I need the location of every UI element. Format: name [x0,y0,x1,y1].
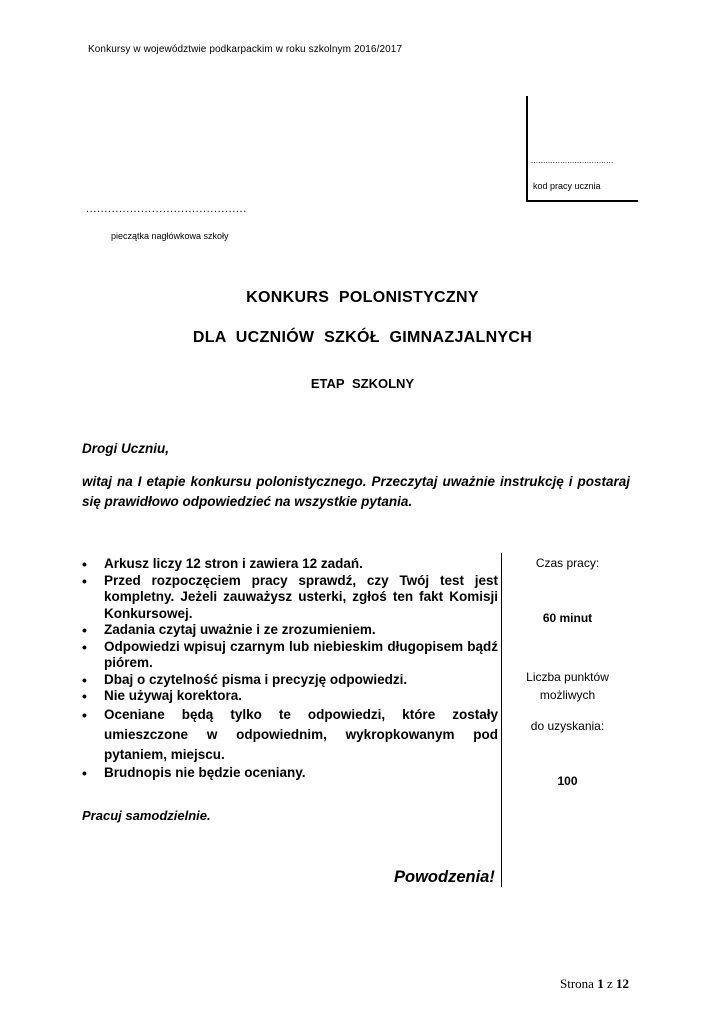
work-alone-note: Pracuj samodzielnie. [82,808,211,823]
page-prefix: Strona [560,976,594,991]
page-total: 12 [615,976,629,991]
page-separator: z [606,976,613,991]
instructions-list [80,556,498,781]
list-item: • Dbaj o czytelność pisma i precyzję odpowiedzi. [80,672,498,689]
document-header: Konkursy w województwie podkarpackim w roku szkolnym 2016/2017 [88,44,403,55]
page-current: 1 [597,976,604,991]
list-item: • Przed rozpoczęciem pracy sprawdź, czy Twój test jest kompletny. Jeżeli zauważysz usterki, zgłoś ten fakt Komisji Konkursowej. [80,573,498,623]
school-stamp-label: pieczątka nagłówkowa szkoły [111,231,229,241]
points-label-line2: możliwych [539,688,596,702]
column-divider [501,553,502,887]
contest-title: KONKURS POLONISTYCZNY [246,289,479,306]
list-item: • Brudnopis nie będzie oceniany. [80,765,498,782]
points-label-line3: do uzyskania: [530,719,605,733]
points-label-line1: Liczba punktów [526,670,609,684]
list-item: • Odpowiedzi wpisuj czarnym lub niebieskim długopisem bądź piórem. [80,639,498,672]
time-value: 60 minut [542,611,593,625]
greeting: Drogi Uczniu, [82,441,169,456]
good-luck-note: Powodzenia! [394,868,495,886]
list-item: • Arkusz liczy 12 stron i zawiera 12 zadań. [80,556,498,573]
student-code-field[interactable]: .................................. [531,156,614,165]
school-stamp-field[interactable]: ............................................ [86,203,247,215]
contest-subtitle: DLA UCZNIÓW SZKÓŁ GIMNAZJALNYCH [192,329,533,346]
list-item: • Oceniane będą tylko te odpowiedzi, które zostały umieszczone w odpowiednim, wykropkowanym pod pytaniem, miejscu. [80,705,498,765]
intro-paragraph: witaj na I etapie konkursu polonistycznego. Przeczytaj uważnie instrukcję i postaraj się prawidłowo odpowiedzieć na wszystkie pytania. [82,474,630,509]
points-value: 100 [557,774,578,788]
list-item: • Zadania czytaj uważnie i ze zrozumieniem. [80,622,498,639]
list-item: • Nie używaj korektora. [80,688,498,705]
student-code-label: kod pracy ucznia [533,181,601,191]
contest-stage: ETAP SZKOLNY [310,376,415,391]
time-label: Czas pracy: [535,556,600,570]
page-number [560,976,629,992]
